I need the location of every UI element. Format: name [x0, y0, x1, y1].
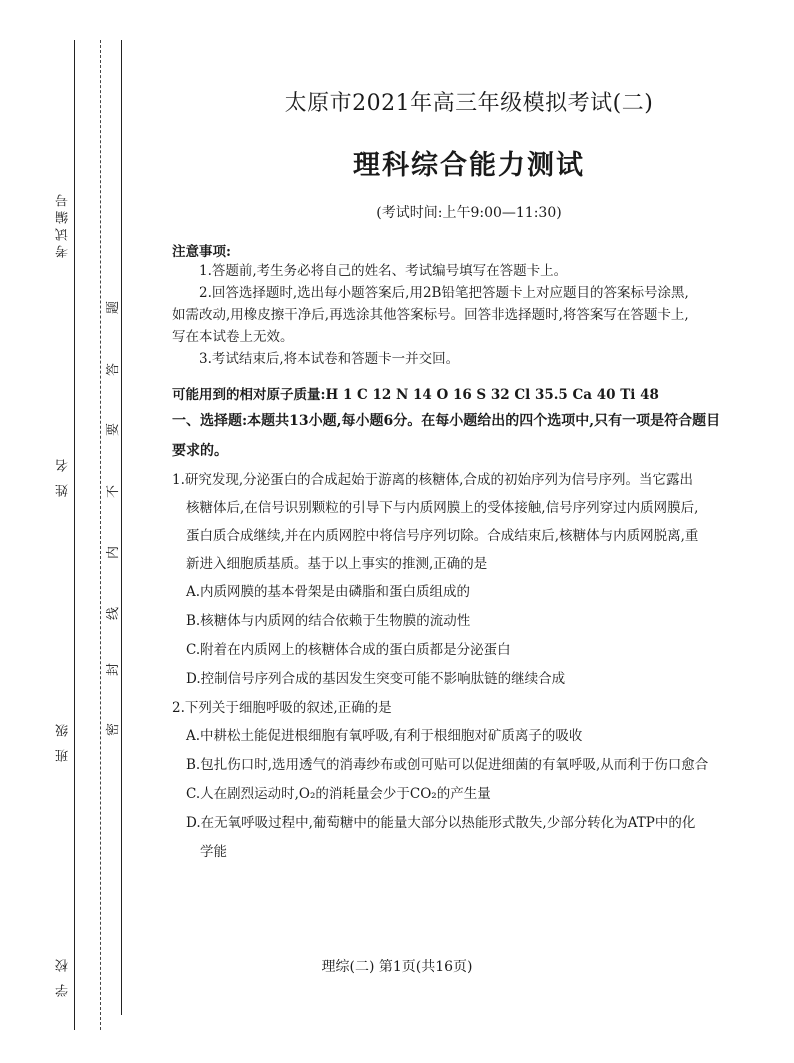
option-a: A.中耕松土能促进根细胞有氧呼吸,有利于根细胞对矿质离子的吸收	[186, 728, 583, 744]
section-heading: 要求的。	[172, 443, 228, 459]
option-d: D.在无氧呼吸过程中,葡萄糖中的能量大部分以热能形式散失,少部分转化为ATP中的化	[186, 815, 696, 831]
seal-char: 题	[106, 300, 122, 315]
question-1	[172, 466, 766, 694]
notice-heading: 注意事项:	[172, 244, 231, 260]
exam-number-field[interactable]	[46, 190, 80, 258]
seal-char: 答	[106, 362, 122, 377]
atomic-masses: 可能用到的相对原子质量:H 1 C 12 N 14 O 16 S 32 Cl 35.5 Ca 40 Ti 48	[172, 387, 659, 403]
page-footer: 理综(二) 第1页(共16页)	[321, 959, 473, 975]
school-label: 学 校	[55, 955, 71, 998]
option-a: A.内质网膜的基本骨架是由磷脂和蛋白质组成的	[186, 584, 471, 600]
question-stem: 2.下列关于细胞呼吸的叙述,正确的是	[172, 700, 392, 716]
class-label: 班 级	[55, 720, 71, 763]
seal-char: 要	[106, 422, 122, 437]
option-d-continued: 学能	[200, 844, 227, 860]
question-stem: 核糖体后,在信号识别颗粒的引导下与内质网膜上的受体接触,信号序列穿过内质网膜后,	[186, 500, 699, 516]
seal-char: 线	[106, 606, 122, 621]
question-2	[172, 694, 766, 867]
exam-number-label: 考试编号	[55, 190, 71, 258]
notice-item: 1.答题前,考生务必将自己的姓名、考试编号填写在答题卡上。	[199, 263, 568, 279]
seal-char: 密	[106, 722, 122, 737]
exam-page-content	[172, 86, 766, 867]
margin-line	[121, 40, 122, 1015]
exam-title: 太原市2021年高三年级模拟考试(二)	[284, 91, 654, 116]
subject-title: 理科综合能力测试	[353, 150, 585, 181]
option-c: C.附着在内质网上的核糖体合成的蛋白质都是分泌蛋白	[186, 642, 511, 658]
name-field[interactable]	[46, 455, 80, 497]
question-stem: 蛋白质合成继续,并在内质网腔中将信号序列切除。合成结束后,核糖体与内质网脱离,重	[186, 528, 699, 544]
name-label: 姓 名	[55, 455, 71, 498]
notice-item: 2.回答选择题时,选出每小题答案后,用2B铅笔把答题卡上对应题目的答案标号涂黑,	[199, 285, 689, 301]
notice-item: 写在本试卷上无效。	[172, 329, 294, 345]
notice-item: 如需改动,用橡皮擦干净后,再选涂其他答案标号。回答非选择题时,将答案写在答题卡上,	[172, 307, 689, 323]
seal-dashed-line	[100, 40, 101, 1030]
option-d: D.控制信号序列合成的基因发生突变可能不影响肽链的继续合成	[186, 671, 566, 687]
notice-item: 3.考试结束后,将本试卷和答题卡一并交回。	[199, 351, 460, 367]
question-stem: 新进入细胞质基质。基于以上事实的推测,正确的是	[186, 556, 488, 572]
seal-char: 不	[106, 484, 122, 499]
exam-time: (考试时间:上午9:00—11:30)	[376, 205, 562, 221]
option-c: C.人在剧烈运动时,O₂的消耗量会少于CO₂的产生量	[186, 786, 491, 802]
class-field[interactable]	[46, 720, 80, 762]
option-b: B.核糖体与内质网的结合依赖于生物膜的流动性	[186, 613, 471, 629]
binding-margin	[0, 0, 130, 1063]
seal-char: 内	[106, 545, 122, 560]
option-b: B.包扎伤口时,选用透气的消毒纱布或创可贴可以促进细菌的有氧呼吸,从而利于伤口愈合	[186, 757, 709, 773]
section-heading: 一、选择题:本题共13小题,每小题6分。在每小题给出的四个选项中,只有一项是符合题目	[172, 413, 721, 429]
seal-char: 封	[106, 662, 122, 677]
margin-line	[74, 40, 75, 1030]
question-stem: 1.研究发现,分泌蛋白的合成起始于游离的核糖体,合成的初始序列为信号序列。当它露出	[172, 472, 693, 488]
